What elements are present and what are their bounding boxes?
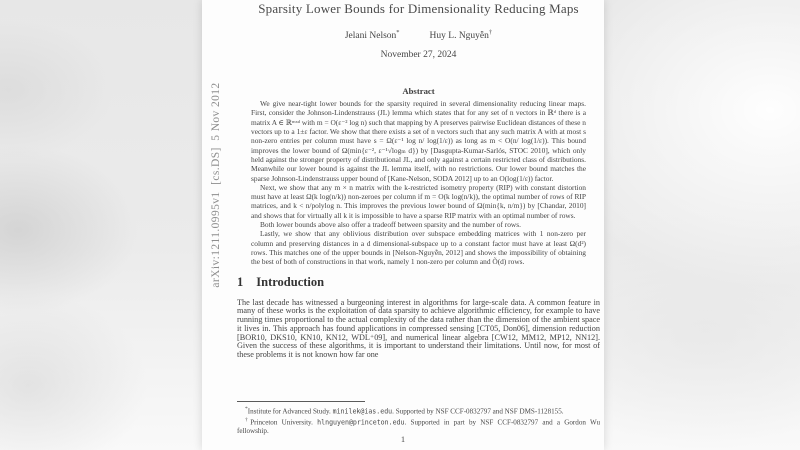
footnote-2-mark: † [245, 417, 251, 424]
author-1-name: Jelani Nelson [344, 31, 397, 42]
footnote-1-text: Institute for Advanced Study. [247, 407, 333, 416]
author-1-footnote-mark: * [396, 29, 400, 36]
footnote-rule [237, 401, 365, 402]
footnote-2-text: Princeton University. [250, 418, 318, 427]
author-1 [345, 27, 400, 42]
author-2-name: Huy L. Nguyễn [429, 31, 489, 42]
footnote-1-text-after: . Supported by NSF CCF-0832797 and NSF DMS-1128155. [392, 407, 564, 416]
intro-paragraph: The last decade has witnessed a burgeoning interest in algorithms for large-scale data. A common feature in many of these works is the exploitation of data sparsity to achieve algorithmic efficiency, for example to have running times proportional to the actual complexity of the data rather than the dimension of the ambient space it lives in. This approach has found applications in compressed sensing [CT05, Don06], dimension reduction [BOR10, DKS10, KN10, KN12, WDL⁺09], and numerical linear algebra [CW12, MM12, MP12, NN12]. Given the success of these algorithms, it is important to understand their limitations. Until now, for most of these problems it is not known how far one [237, 298, 600, 360]
abstract-heading: Abstract [402, 86, 435, 97]
paper-title: Sparsity Lower Bounds for Dimensionality Reducing Maps [258, 1, 579, 16]
abstract-paragraph-3: Both lower bounds above also offer a tradeoff between sparsity and the number of rows. [260, 220, 521, 230]
section-title: Introduction [256, 274, 325, 289]
footnote-1-mark: * [245, 406, 248, 412]
abstract-paragraph-1: We give near-tight lower bounds for the sparsity required in several dimensionality reducing linear maps. First, consider the Johnson-Lindenstrauss (JL) lemma which states that for any set of n vectors in ℝᵈ there is a matrix A ∈ ℝᵐˣᵈ with m = O(ε⁻² log n) such that mapping by A preserves pairwise Euclidean distances of these n vectors up to a 1±ε factor. We show that there exists a set of n vectors such that any such matrix A with at most s non-zero entries per column must have s = Ω(ε⁻¹ log n/ log(1/ε)) as long as m < O(n/ log(1/ε)). This bound improves the lower bound of Ω(min{ε⁻², ε⁻¹√logₘ d}) by [Dasgupta-Kumar-Sarlós, STOC 2010], which only held against the stronger property of distributional JL, and only against a certain restricted class of distributions. Meanwhile our lower bound is against the JL lemma itself, with no restrictions. Our lower bound matches the sparse Johnson-Lindenstrauss upper bound of [Kane-Nelson, SODA 2012] up to an O(log(1/ε)) factor. [251, 99, 586, 183]
footnotes [237, 405, 600, 436]
footnote-2-email: hlnguyen@princeton.edu [317, 418, 405, 427]
page-number: 1 [400, 434, 406, 444]
abstract-body [251, 99, 586, 266]
author-2-footnote-mark: † [488, 29, 493, 36]
footnote-1 [237, 405, 600, 416]
abstract-paragraph-4: Lastly, we show that any oblivious distribution over subspace embedding matrices with 1 non-zero per column and preserving distances in a d dimensional-subspace up to a constant factor must have at least Ω(d²) rows. This matches one of the upper bounds in [Nelson-Nguyễn, 2012] and shows the impossibility of obtaining the best of both of constructions in that work, namely 1 non-zero per column and Õ(d) rows. [251, 229, 586, 267]
section-heading [237, 275, 600, 289]
arxiv-stamp: arXiv:1211.0995v1 [cs.DS] 5 Nov 2012 [210, 82, 222, 288]
abstract-paragraph-2: Next, we show that any m × n matrix with the k-restricted isometry property (RIP) with constant distortion must have at least Ω(k log(n/k)) non-zeroes per column if m = O(k log(n/k)), the optimal number of rows of RIP matrices, and k < n/polylog n. This improves the previous lower bound of Ω(min{k, n/m}) by [Chandar, 2010] and shows that for virtually all k it is impossible to have a sparse RIP matrix with an optimal number of rows. [251, 182, 586, 220]
footnote-2-text-after: . Supported in part by NSF CCF-0832797 and a Gordon Wu fellowship. [237, 418, 600, 436]
author-2 [430, 27, 493, 42]
footnote-block [237, 401, 600, 436]
footnote-1-email: minilek@ias.edu [332, 407, 393, 416]
paper-date: November 27, 2024 [380, 50, 457, 61]
paper-page [202, 0, 604, 450]
footnote-2 [237, 416, 600, 436]
authors-row [237, 27, 600, 42]
section-number: 1 [237, 274, 244, 289]
paper-content [202, 0, 604, 450]
